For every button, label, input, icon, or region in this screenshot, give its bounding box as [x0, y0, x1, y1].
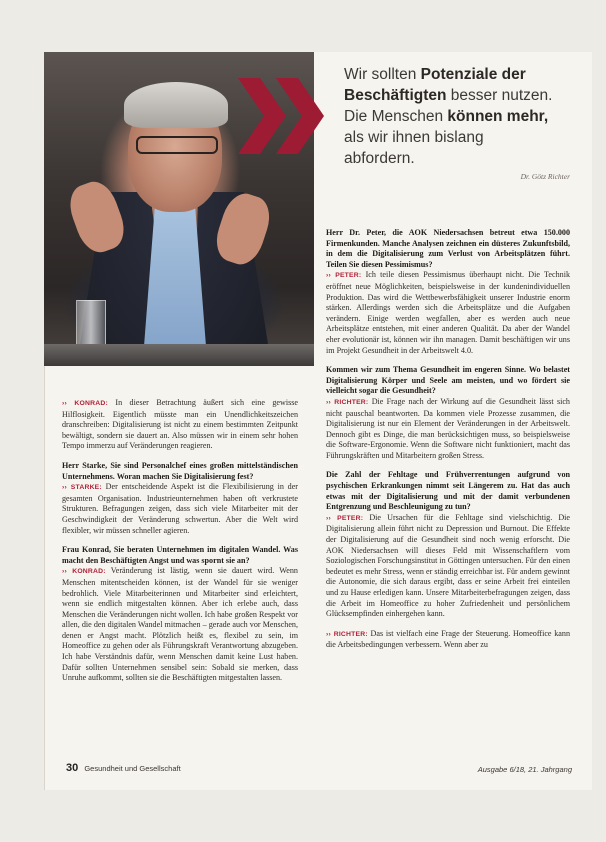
speaker-label: ›› KONRAD: — [62, 568, 106, 576]
answer-text: In dieser Betrachtung äußert sich eine gewisse Hilflosigkeit. Eigentlich müsste man ein Unendlichkeitszeichen dranschreiben: Digitalisierung ist nicht zu einem bestimmten Zeitpunkt bewältigt, sondern sie dauert an. Also müssen wir in einem sehr hohen Tempo immerzu auf Veränderungen reagieren. — [62, 398, 298, 451]
quote-author: Dr. Götz Richter — [520, 172, 570, 181]
right-column — [326, 228, 570, 660]
left-column — [62, 398, 298, 693]
answer-text: Ich teile diesen Pessimismus überhaupt nicht. Die Technik eröffnet neue Möglichkeiten, beispielsweise in der kundenindividuellen Produktion. Das wird die Wettbewerbsfähigkeit unserer Industrie enorm stärken. Allerdings werden sich die Arbeitsplätze und die Aufgaben verändern. Einige werden wegfallen, aber es werden auch neue Arbeitsplätze entstehen, mit einer anderen Qualität. Da aber der Wandel eher evolutionär ist, können wir ihn managen. Damit beschäftigen wir uns im Projekt Gesundheit in der Arbeitswelt 4.0. — [326, 270, 570, 355]
question-text: Die Zahl der Fehltage und Frühverrentungen aufgrund von psychischen Erkrankungen nimmt seit Längerem zu. Hat das auch etwas mit der Digitalisierung und mit der damit verbundenen Entgrenzung und Beschleunigung zu tun? — [326, 470, 570, 512]
question-text: Herr Starke, Sie sind Personalchef eines großen mittelständischen Unternehmens. Woran machen Sie Digitalisierung fest? — [62, 460, 298, 481]
quote-text-2: besser nutzen. Die Menschen — [344, 87, 553, 125]
speaker-label: ›› RICHTER: — [326, 398, 369, 406]
quote-text-3: als wir ihnen bislang abfordern. — [344, 129, 484, 167]
section-name: Gesundheit und Gesellschaft — [84, 764, 181, 773]
pull-quote — [344, 64, 554, 169]
speaker-label: ›› KONRAD: — [62, 400, 108, 407]
paragraph — [326, 228, 570, 356]
paragraph — [326, 470, 570, 619]
page-number: 30 — [66, 762, 79, 774]
question-text: Herr Dr. Peter, die AOK Niedersachsen betreut etwa 150.000 Firmenkunden. Manche Analysen zeichnen ein düsteres Zukunftsbild, in dem die Digitalisierung zum Verlust von Arbeitsplätzen führt. Teilen Sie diesen Pessimismus? — [326, 228, 570, 269]
magazine-page — [44, 52, 592, 790]
question-text: Kommen wir zum Thema Gesundheit im engeren Sinne. Wo belastet Digitalisierung Körper und Seele am meisten, und wo fördert sie vielleicht sogar die Gesundheit? — [326, 365, 570, 396]
photo-glasses — [136, 136, 218, 154]
speaker-label: ›› RICHTER: — [326, 630, 368, 638]
answer-text: Die Frage nach der Wirkung auf die Gesundheit lässt sich nicht pauschal beantworten. Da kommen viele Prozesse zusammen, die Digitalisierung ist nur ein Element der Veränderungen in der Arbeitswelt. Dennoch gibt es Dinge, die man berücksichtigen muss, so beispielsweise die Software-Ergonomie. Wenn die Software nicht funktioniert, macht das Führungskräften und Mitarbeitern großen Stress. — [326, 396, 570, 460]
paragraph — [326, 629, 570, 651]
paragraph — [62, 461, 298, 536]
photo-table — [44, 344, 314, 366]
answer-text: Der entscheidende Aspekt ist die Flexibilisierung in der gesamten Organisation. Industrieunternehmen haben oft verkrustete Strukturen. Befragungen zeigen, dass sich viele Mitarbeiter mit der Geschwindigkeit der Veränderung schwertun. Aber die Welt wird flexibler, wir müssen schneller agieren. — [62, 482, 298, 535]
page-footer — [66, 762, 572, 776]
quote-bold-2: können mehr, — [447, 108, 549, 125]
speaker-label: ›› PETER: — [326, 514, 364, 522]
paragraph — [62, 398, 298, 452]
answer-text: Die Ursachen für die Fehltage sind vielschichtig. Die Digitalisierung allein führt nicht zu Depression und Burnout. Die Effekte der Digitalisierung auf die Gesundheit sind noch wenig erforscht. Die AOK Niedersachsen will dieses Feld mit Wissenschaftlern vom Soziologischen Forschungsinstitut in Göttingen untersuchen. Für den einen bedeutet es mehr Stress, wenn er ständig erreichbar ist. Für andern gewinnt die Autonomie, die sich daraus ergibt, dass er seine Arbeit frei einteilen und zu Hause erledigen kann. Unsere Mitarbeiterbefragungen zeigen, dass die Arbeit im Homeoffice zu hoher Zufriedenheit und persönlichem Glücksempfinden einhergehen kann. — [326, 512, 571, 619]
answer-text: Das ist vielfach eine Frage der Steuerung. Homeoffice kann die Arbeitsbedingungen verbessern. Wenn aber zu — [326, 628, 570, 650]
answer-text: Veränderung ist lästig, wenn sie dauert wird. Wenn Menschen mitentscheiden können, ist der Wandel für sie weniger bedrohlich. Viele Mitarbeiterinnen und Mitarbeiter sind erleichtert, wenn sie endlich mitgestalten können. Aber ich erlebe auch, dass Menschen die Veränderungen nicht wollen. Ich habe großen Respekt vor allen, die den digitalen Wandel mitmachen – gerade auch vor Menschen, denen er Angst macht. Plötzlich heißt es, flexibel zu sein, im Homeoffice zu gehen oder als Führungskraft Verantwortung abzugeben. Ich habe Verständnis dafür, wenn Menschen damit keine Lust haben. Dafür sollten Unternehmen sensibel sein: Sobald sie merken, dass Unruhe aufkommt, sollten sie die Beschäftigten mitgestalten lassen. — [62, 566, 298, 683]
paragraph — [326, 365, 570, 461]
speaker-label: ›› STARKE: — [62, 484, 102, 492]
quote-text-1: Wir sollten — [344, 66, 421, 83]
photo-hair — [124, 82, 228, 128]
double-chevron-icon — [238, 78, 328, 154]
question-text: Frau Konrad, Sie beraten Unternehmen im digitalen Wandel. Was macht den Beschäftigten Angst und was spornt sie an? — [62, 545, 298, 565]
issue-info: Ausgabe 6/18, 21. Jahrgang — [477, 765, 572, 774]
speaker-label: ›› PETER: — [326, 272, 362, 280]
quote-bold-1: Potenziale der Beschäftigten — [344, 66, 526, 104]
paragraph — [62, 545, 298, 684]
